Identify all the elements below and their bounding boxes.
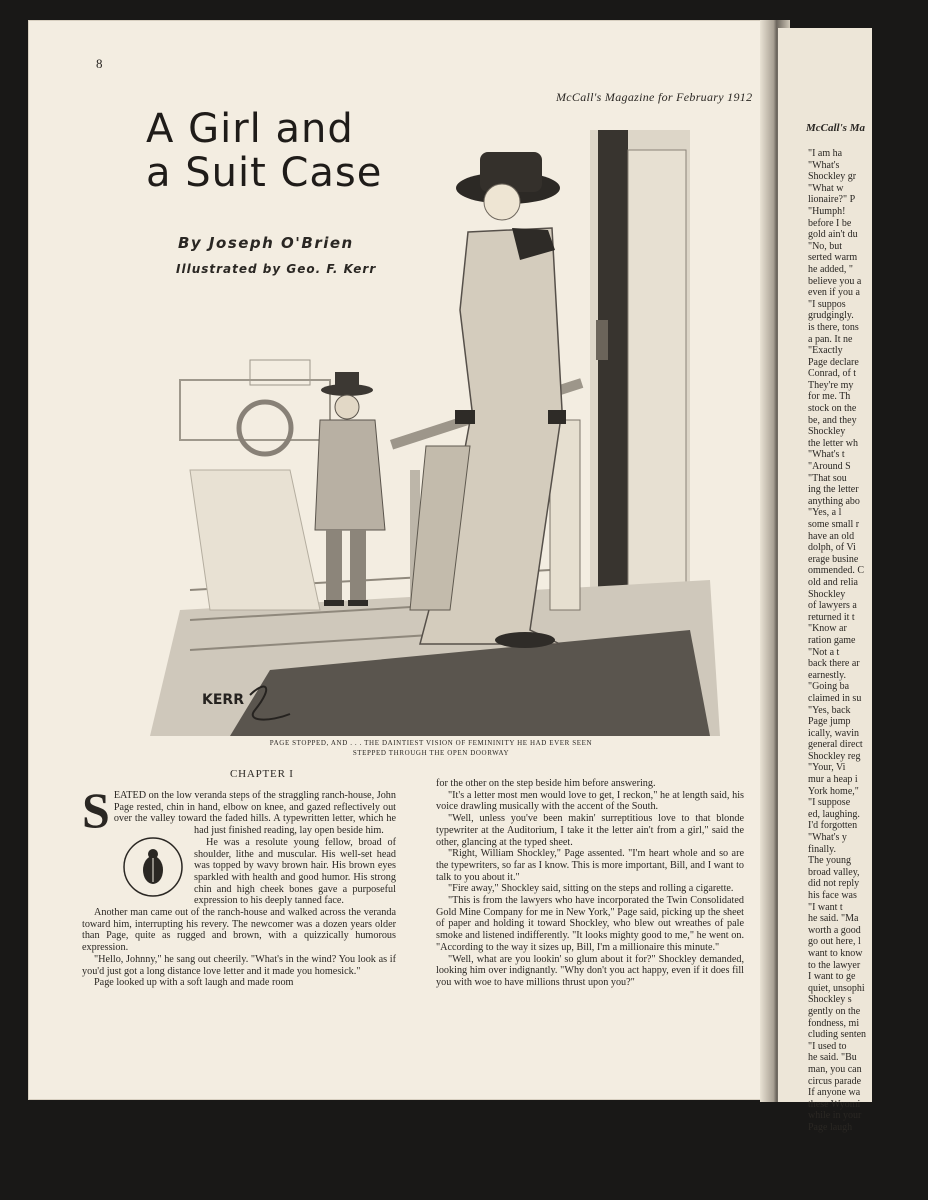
facing-page-line: "I suppose [808,797,851,809]
paragraph: Page looked up with a soft laugh and made room [94,977,294,989]
facing-page-line: "No, but [808,240,843,252]
facing-page-line: earnestly. [808,669,846,681]
text-column-2 [436,778,744,989]
facing-page-line: he said. "Bu [808,1052,857,1064]
text-column-1 [82,782,396,989]
drop-cap: S [82,782,110,838]
facing-page-line: quiet, unsophi [808,982,865,994]
facing-page-line: of lawyers a [808,600,857,612]
illustrator-credit: Illustrated by Geo. F. Kerr [176,262,377,276]
facing-page-line: I want to ge [808,971,856,983]
facing-page-line: claimed in su [808,692,862,704]
facing-page-text [808,148,928,1133]
facing-page-line: old and relia [808,576,858,588]
paragraph: "It's a letter most men would love to get, I reckon," he at length said, his voice drawling musically with the accent of the South. [436,789,744,813]
facing-page-line: stock on the [808,403,857,415]
door-panel [598,130,628,630]
facing-page-line: "Yes, back [808,704,851,716]
facing-page-line: Shockley s [808,994,852,1006]
facing-page-line: gold ain't du [808,229,858,241]
facing-page-line: They're my [808,379,854,391]
facing-page-line: ommended. C [808,565,865,577]
facing-page-line: York home," [808,785,859,797]
facing-page-line: "Your, Vi [808,762,846,774]
facing-page-line: "Humph! [808,205,846,217]
artist-signature: KERR [202,692,244,708]
caption-line-1: PAGE STOPPED, AND . . . THE DAINTIEST VISION OF FEMININITY HE HAD EVER SEEN [269,739,593,747]
facing-page-line: Shockley reg [808,750,861,762]
paragraph: "Hello, Johnny," he sang out cheerily. "What's in the wind? You look as if you'd just got a long distance love letter and it made you homesick." [82,953,396,977]
facing-page-line: dolph, of Vi [808,542,856,554]
facing-page-line: fondness, mi [808,1017,860,1029]
paragraph: "This is from the lawyers who have incorporated the Twin Consolidated Gold Mine Company for me in New York," Page said, picking up the sheet of paper and holding it toward Shockley, who blew out wreathes of pale smoke and listened indifferently. "It looks mighty good to me," he went on. "According to the way it sizes up, Bill, I'm a millionaire this minute." [436,895,744,953]
paragraph: "Well, what are you lookin' so glum about it for?" Shockley demanded, looking him over indignantly. "Why don't you act happy, even if it does fill you with woe to have millions thrust upon you?" [436,953,744,988]
facing-page-line: man, you can [808,1063,862,1075]
facing-page-line: serted warm [808,252,858,264]
facing-page-line: is there, tons [808,321,859,333]
paragraph: "Right, William Shockley," Page assented. "I'm heart whole and so are the typewriters, so far as I know. This is more important, Bill, and I want to talk to you about it." [436,848,744,883]
facing-page-line: "Know ar [808,623,847,635]
facing-page-line: he added, " [808,263,853,275]
facing-page-line: Shockley [808,426,846,438]
facing-page-line: cluding senten [808,1029,867,1041]
paragraph: EATED on the low veranda steps of the straggling ranch-house, John Page rested, chin in hand, elbow on knee, and gazed reflectively out over the valley toward the faded hills. A typewritten letter, which he had just finished reading, lay open beside him. [113,790,396,837]
facing-page-line: If anyone wa [808,1087,861,1099]
facing-page-line: "I am ha [808,148,843,159]
facing-page-line: "That sou [808,472,847,484]
facing-page-line: ed, laughing. [808,808,860,820]
facing-page-line: "Exactly [808,345,843,357]
facing-page-line: Shockley gr [808,171,857,183]
facing-page-line: some small r [808,519,860,530]
facing-page-line: returned it t [808,611,855,623]
facing-page-line: "I suppos [808,298,846,310]
paragraph: He was a resolute young fellow, broad of shoulder, lithe and muscular. His well-set head was topped by wavy brown hair. His brown eyes sparkled with health and good humor. His strong chin and high cheek bones gave a purposeful expression to his deeply tanned face. [194,836,396,907]
facing-page-line: "Yes, a l [808,507,842,519]
facing-page-line: ically, wavin [808,727,860,739]
facing-page-line: finally. [808,843,836,855]
paragraph: "Well, unless you've been makin' surreptitious love to that blonde typewriter at the Auditorium, I take it the letter ain't from a girl," said the other, glancing at the typed sheet. [436,813,744,848]
story-title [146,107,382,195]
magazine-page-right [778,28,872,1133]
facing-page-line: Page jump [808,716,851,728]
facing-page-line: circus parade [808,1075,862,1087]
facing-page-line: believe you a [808,275,862,287]
running-head: McCall's Magazine for February 1912 [556,90,753,104]
author-byline: By Joseph O'Brien [178,234,354,252]
facing-page-line: "What w [808,182,844,194]
chapter-heading: CHAPTER I [230,768,294,780]
facing-page-line: "Around S [808,461,851,473]
facing-page-line: I'd forgotten [808,820,858,832]
facing-page-line: for me. Th [808,391,851,403]
facing-page-line: have an old [808,530,855,542]
facing-page-line: "Not a t [808,646,840,658]
facing-page-line: grudgingly. [808,310,854,322]
facing-page-line: mur a heap i [808,774,858,786]
facing-page-line: anything abo [808,495,860,507]
facing-page-line: he said. "Ma [808,913,859,925]
facing-page-line: lionaire?" P [808,194,856,206]
caption-line-2: STEPPED THROUGH THE OPEN DOORWAY [352,749,510,757]
facing-page-line: Shockley [808,588,846,600]
paragraph: "Fire away," Shockley said, sitting on the steps and rolling a cigarette. [448,883,734,895]
facing-page-line: be, and they [808,414,857,426]
facing-page-line: the letter wh [808,437,858,449]
facing-page-line: "Going ba [808,681,850,693]
facing-page-line: while in your [808,1110,862,1122]
title-line-1: A Girl and [146,106,354,152]
facing-page-line: general direct [808,739,863,751]
title-line-2: a Suit Case [146,150,383,196]
facing-page-line: to the lawyer [808,959,861,971]
illustration-caption [196,738,666,758]
paragraph: Another man came out of the ranch-house and walked across the veranda toward him, interrupting his revery. The newcomer was a dozen years older than Page, quite as rugged and brown, with a quizzically humorous expression. [82,907,396,954]
facing-page-line: these Wyomi [808,1098,861,1110]
facing-page-line: go out here, l [808,936,861,948]
facing-page-line: gently on the [808,1005,861,1017]
facing-page-line: "What's t [808,449,845,461]
facing-page-line: ration game [808,634,856,646]
facing-page-line: a pan. It ne [808,333,853,345]
facing-page-line: Page declare [808,356,859,368]
facing-page-line: broad valley, [808,866,860,878]
facing-page-line: Conrad, of t [808,368,857,380]
facing-page-line: erage busine [808,553,859,565]
scarab-ornament-icon [122,836,184,898]
facing-page-line: "What's [808,159,840,171]
facing-page-line: worth a good [808,924,861,936]
facing-page-line: "What's y [808,832,847,844]
page-number: 8 [96,56,103,71]
facing-page-line: did not reply [808,878,860,890]
facing-page-line: ing the letter [808,484,859,496]
facing-page-line: back there ar [808,658,860,670]
facing-running-head: McCall's Ma [806,122,865,134]
story-illustration [150,110,720,736]
facing-page-line: Page laugh [808,1121,853,1133]
facing-page-line: his face was [808,890,857,901]
facing-page-line: want to know [808,947,863,959]
facing-page-line: The young [808,855,852,867]
facing-page-line: before I be [808,217,852,229]
facing-page-line: "I used to [808,1040,847,1052]
paragraph: for the other on the step beside him before answering. [436,778,656,789]
facing-page-line: even if you a [808,287,860,299]
facing-page-line: "I want t [808,901,843,913]
